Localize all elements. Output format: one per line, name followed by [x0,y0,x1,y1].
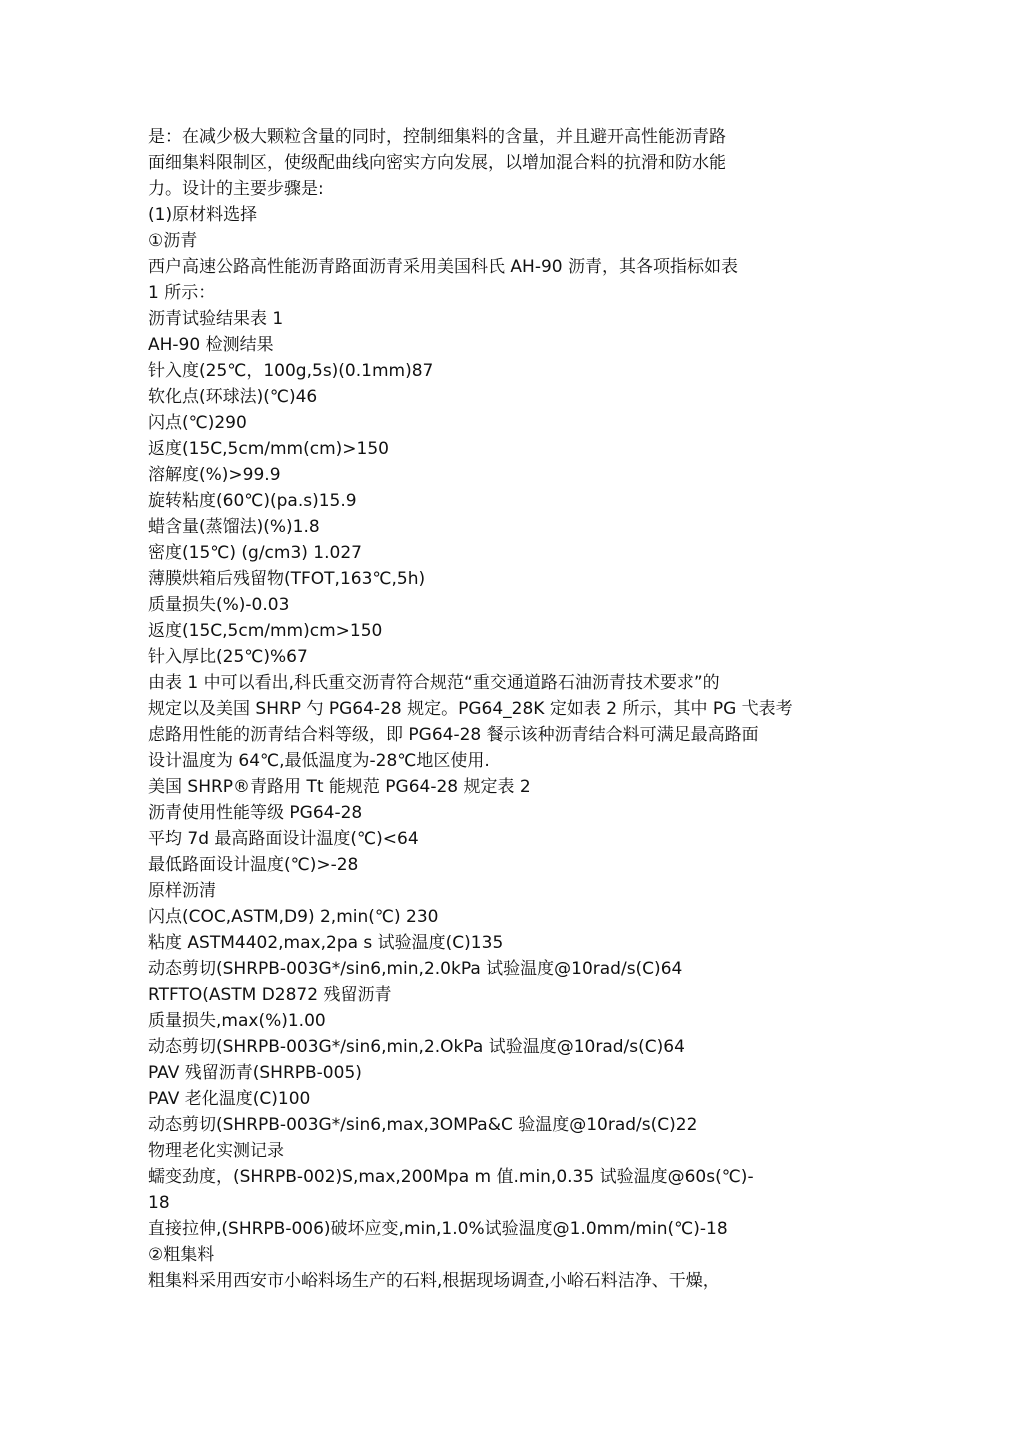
table-row: 旋转粘度(60℃)(pa.s)15.9 [148,491,357,511]
table-row: 粘度 ASTM4402,max,2pa s 试验温度(C)135 [148,933,504,953]
table-row: 直接拉伸,(SHRPB-006)破坏应变,min,1.0%试验温度@1.0mm/min(℃)-18 [148,1219,728,1239]
section-heading: (1)原材料选择 [148,205,258,225]
table-title: 沥青试验结果表 1 [148,309,284,329]
text-line: 虑路用性能的沥青结合料等级，即 PG64-28 餐示该种沥青结合料可满足最高路面 [148,725,759,745]
table-row: 针入度(25℃，100g,5s)(0.1mm)87 [148,361,434,381]
table-row: 薄膜烘箱后残留物(TFOT,163℃,5h) [148,569,426,589]
table-row: 动态剪切(SHRPB-003G*/sin6,min,2.OkPa 试验温度@10rad/s(C)64 [148,1037,685,1057]
table-row: RTFTO(ASTM D2872 残留沥青 [148,985,392,1005]
table-row: 软化点(环球法)(℃)46 [148,387,318,407]
table-row: 原样沥清 [148,881,216,901]
text-line: 力。设计的主要步骤是: [148,179,324,199]
text-line: 是：在减少极大颗粒含量的同时，控制细集料的含量，并且避开高性能沥青路 [148,127,726,147]
text-line: 面细集料限制区，使级配曲线向密实方向发展，以增加混合料的抗滑和防水能 [148,153,726,173]
table-row: PAV 老化温度(C)100 [148,1089,311,1109]
table-row: 溶解度(%)>99.9 [148,465,281,485]
table-row: 返度(15C,5cm/mm)cm>150 [148,621,383,641]
text-line: 1 所示： [148,283,216,303]
table-row: 18 [148,1193,170,1213]
table-row: PAV 残留沥青(SHRPB-005) [148,1063,362,1083]
table-header: 沥青使用性能等级 PG64-28 [148,803,363,823]
text-line: 粗集料采用西安市小峪料场生产的石料,根据现场调查,小峪石料洁净、干燥， [148,1271,720,1291]
table-row: 最低路面设计温度(℃)>-28 [148,855,359,875]
text-line: 由表 1 中可以看出,科氏重交沥青符合规范“重交通道路石油沥青技术要求”的 [148,673,720,693]
table-title: 美国 SHRP®青路用 Tt 能规范 PG64-28 规定表 2 [148,777,531,797]
table-row: 蜡含量(蒸馏法)(%)1.8 [148,517,320,537]
table-row: 平均 7d 最高路面设计温度(℃)<64 [148,829,419,849]
table-row: 针入厚比(25℃)%67 [148,647,308,667]
table-row: 动态剪切(SHRPB-003G*/sin6,max,3OMPa&C 验温度@10rad/s(C)22 [148,1115,698,1135]
table-row: 动态剪切(SHRPB-003G*/sin6,min,2.0kPa 试验温度@10rad/s(C)64 [148,959,683,979]
table-row: 质量损失,max(%)1.00 [148,1011,326,1031]
table-row: 质量损失(%)-0.03 [148,595,290,615]
text-line: 西户高速公路高性能沥青路面沥青采用美国科氏 AH-90 沥青，其各项指标如表 [148,257,738,277]
table-header: AH-90 检测结果 [148,335,274,355]
document-body [148,124,908,1294]
text-line: 设计温度为 64℃,最低温度为-28℃地区使用. [148,751,490,771]
subsection-heading: ①沥青 [148,231,198,251]
table-row: 返度(15C,5cm/mm(cm)>150 [148,439,389,459]
table-row: 密度(15℃) (g/cm3) 1.027 [148,543,362,563]
table-row: 闪点(COC,ASTM,D9) 2,min(℃) 230 [148,907,439,927]
table-row: 闪点(℃)290 [148,413,247,433]
table-row: 物理老化实测记录 [148,1141,284,1161]
text-line: 规定以及美国 SHRP 勺 PG64-28 规定。PG64_28K 定如表 2 所示，其中 PG 弋表考 [148,699,793,719]
subsection-heading: ②粗集料 [148,1245,215,1265]
table-row: 蠕变劲度，(SHRPB-002)S,max,200Mpa m 值.min,0.35 试验温度@60s(℃)- [148,1167,754,1187]
